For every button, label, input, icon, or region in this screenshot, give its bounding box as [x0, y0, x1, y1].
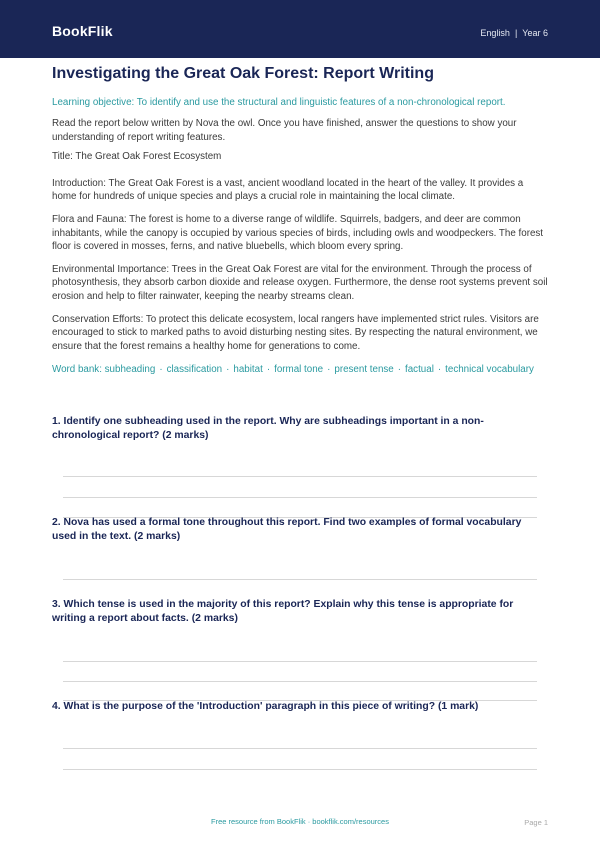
word-bank [52, 363, 548, 376]
intro-paragraph: Read the report below written by Nova the owl. Once you have finished, answer the questions to show your understanding of report writing features. [52, 118, 517, 143]
question-1: 1. Identify one subheading used in the report. Why are subheadings important in a non-chronological report? (2 marks) [52, 416, 484, 441]
word-bank-item: factual [405, 364, 434, 376]
word-bank-item: technical vocabulary [445, 364, 534, 376]
footer-credit[interactable]: Free resource from BookFlik · bookflik.com/resources [211, 817, 389, 826]
report-environmental-importance: Environmental Importance: Trees in the Great Oak Forest are vital for the environment. Through the process of photosynthesis, they absorb carbon dioxide and release oxygen. Furthermore, the dense root systems prevent soil erosion and help to filter rainwater, keeping the nearby streams clean. [52, 263, 548, 302]
subject-label: English [480, 28, 510, 38]
word-separator: · [327, 364, 331, 376]
worksheet-content [52, 64, 548, 376]
word-separator: · [226, 364, 230, 376]
answer-line[interactable] [63, 661, 537, 662]
brand-logo[interactable]: BookFlik [52, 23, 113, 39]
header-meta [480, 28, 548, 38]
report-conservation: Conservation Efforts: To protect this delicate ecosystem, local rangers have implemented strict rules. Visitors are encouraged to stick to marked paths to avoid disturbing nesting sites. By respecting the natural environment, we ensure that the forest remains a healthy home for generations to come. [52, 313, 539, 352]
word-bank-item: present tense [334, 364, 394, 376]
answer-line[interactable] [63, 476, 537, 477]
meta-separator: | [514, 28, 518, 38]
question-4: 4. What is the purpose of the 'Introduction' paragraph in this piece of writing? (1 mark) [52, 701, 479, 712]
answer-line[interactable] [63, 579, 537, 580]
word-bank-item: subheading [104, 364, 156, 376]
page-number: Page 1 [524, 818, 548, 827]
question-3: 3. Which tense is used in the majority of this report? Explain why this tense is appropriate for writing a report about facts. (2 marks) [52, 599, 514, 624]
report-flora-fauna: Flora and Fauna: The forest is home to a diverse range of wildlife. Squirrels, badgers, and deer are common inhabitants, while the canopy is occupied by various species of birds, including owls and woodpeckers. The forest floor is covered in mosses, ferns, and native bluebells, which bloom every spring. [52, 213, 544, 253]
word-bank-item: habitat [233, 364, 263, 376]
report-introduction: Introduction: The Great Oak Forest is a vast, ancient woodland located in the heart of the valley. It provides a home for hundreds of unique species and plays a crucial role in maintaining the local climate. [52, 177, 524, 203]
word-separator: · [437, 364, 442, 376]
answer-line[interactable] [63, 769, 537, 770]
word-separator: · [159, 364, 163, 376]
header-bar [0, 0, 600, 58]
page-title: Investigating the Great Oak Forest: Report Writing [52, 65, 434, 82]
answer-line[interactable] [63, 681, 537, 682]
word-bank-label: Word bank: [52, 364, 102, 376]
report-title: Title: The Great Oak Forest Ecosystem [52, 151, 222, 163]
word-bank-item: formal tone [274, 364, 324, 376]
word-separator: · [266, 364, 271, 376]
year-label: Year 6 [522, 28, 548, 38]
word-separator: · [397, 364, 402, 376]
word-bank-item: classification [166, 364, 223, 376]
answer-line[interactable] [63, 748, 537, 749]
learning-objective: Learning objective: To identify and use the structural and linguistic features of a non-chronological report. [52, 97, 506, 108]
question-2: 2. Nova has used a formal tone throughout this report. Find two examples of formal vocabulary used in the text. (2 marks) [52, 517, 522, 542]
answer-line[interactable] [63, 497, 537, 498]
